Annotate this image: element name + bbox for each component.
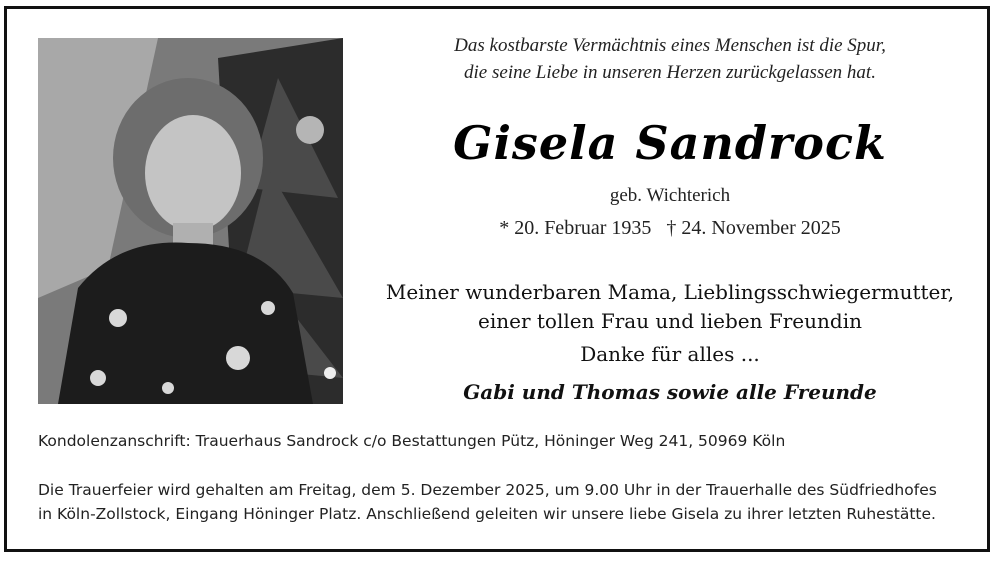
- deceased-name: Gisela Sandrock: [453, 116, 887, 170]
- condolence-address: Kondolenzanschrift: Trauerhaus Sandrock c/o Bestattungen Pütz, Höninger Weg 241, 50969 Köln: [38, 432, 786, 450]
- quote-line-1: Das kostbarste Vermächtnis eines Menschen ist die Spur,: [454, 35, 886, 56]
- thanks-text: Danke für alles ...: [580, 342, 760, 366]
- funeral-details: [38, 478, 968, 526]
- death-date: † 24. November 2025: [666, 217, 841, 239]
- funeral-details-line-2: in Köln-Zollstock, Eingang Höninger Platz. Anschließend geleiten wir unsere liebe Gisela zu ihrer letzten Ruhestätte.: [38, 505, 936, 523]
- quote-line-2: die seine Liebe in unseren Herzen zurückgelassen hat.: [464, 62, 876, 83]
- mourners-signature: Gabi und Thomas sowie alle Freunde: [463, 380, 877, 404]
- dedication-line-1: Meiner wunderbaren Mama, Lieblingsschwiegermutter,: [385, 280, 955, 304]
- birth-date: * 20. Februar 1935: [499, 217, 652, 239]
- funeral-details-line-1: Die Trauerfeier wird gehalten am Freitag, dem 5. Dezember 2025, um 9.00 Uhr in der Trauerhalle des Südfriedhofes: [38, 481, 937, 499]
- dedication-line-2: einer tollen Frau und lieben Freundin: [478, 309, 862, 333]
- memorial-quote: [380, 32, 960, 86]
- portrait-photo: [38, 38, 343, 404]
- maiden-name: geb. Wichterich: [609, 185, 731, 206]
- life-dates: [380, 217, 960, 240]
- dedication: [380, 278, 960, 336]
